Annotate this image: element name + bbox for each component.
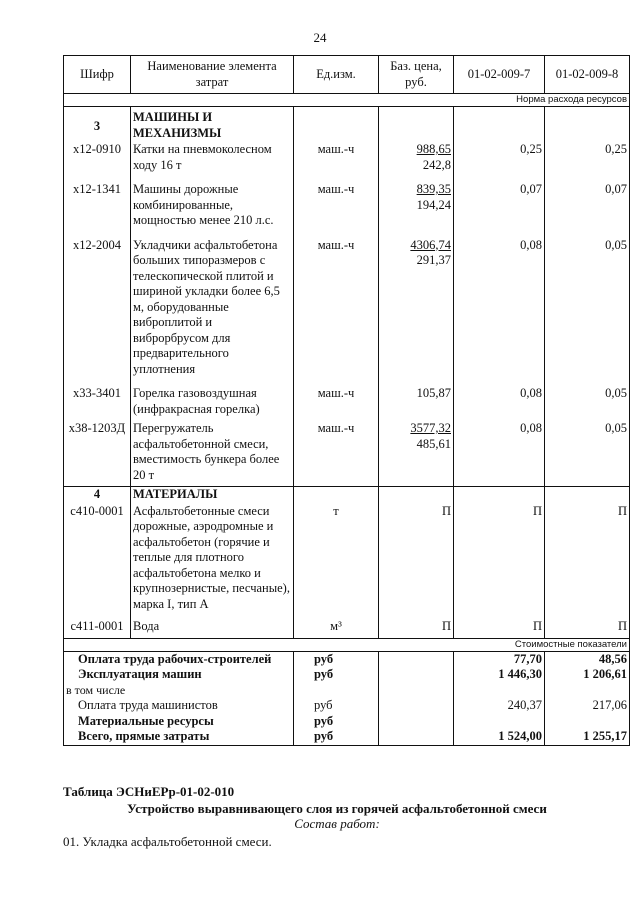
- row-code: х33-3401: [64, 380, 131, 420]
- totals-value-b: 1 255,17: [545, 729, 630, 745]
- totals-value-a: 1 524,00: [454, 729, 545, 745]
- row-price-sub: 291,37: [416, 253, 451, 267]
- table-row: [64, 176, 630, 232]
- row-unit: маш.-ч: [294, 176, 379, 232]
- row-price: П: [379, 503, 454, 616]
- totals-unit: руб: [294, 667, 379, 683]
- row-unit: маш.-ч: [294, 420, 379, 487]
- row-price: [379, 232, 454, 381]
- totals-value-a: 1 446,30: [454, 667, 545, 683]
- row-value-a: П: [454, 615, 545, 638]
- row-price-main: 3577,32: [410, 421, 451, 435]
- row-unit: м³: [294, 615, 379, 638]
- totals-label: Оплата труда рабочих-строителей: [64, 651, 294, 667]
- table-row: [64, 615, 630, 638]
- row-value-a: 0,08: [454, 232, 545, 381]
- resource-table-container: [63, 55, 627, 767]
- totals-value-a: 77,70: [454, 651, 545, 667]
- row-code: с411-0001: [64, 615, 131, 638]
- header-code: Шифр: [64, 56, 131, 94]
- row-value-b: 0,07: [545, 176, 630, 232]
- totals-value-a: [454, 714, 545, 730]
- section-row-materials: [64, 487, 630, 503]
- section-row-machines: [64, 107, 630, 142]
- resource-table: [63, 55, 630, 746]
- row-price-main: 839,35: [416, 182, 451, 196]
- table-row: [64, 503, 630, 616]
- row-name: Горелка газовоздушная (инфракрасная горелка): [131, 380, 294, 420]
- header-col-a: 01-02-009-7: [454, 56, 545, 94]
- section-code: 4: [64, 487, 131, 503]
- row-name: Перегружатель асфальтобетонной смеси, вместимость бункера более 20 т: [131, 420, 294, 487]
- totals-unit: руб: [294, 729, 379, 745]
- row-name: Катки на пневмоколесном ходу 16 т: [131, 141, 294, 176]
- totals-unit: руб: [294, 698, 379, 714]
- row-price-sub: 485,61: [416, 436, 451, 451]
- totals-value-b: [545, 683, 630, 699]
- row-code: х12-2004: [64, 232, 131, 381]
- row-value-b: 0,25: [545, 141, 630, 176]
- table-row: [64, 380, 630, 420]
- row-value-b: 0,05: [545, 420, 630, 487]
- totals-row: [64, 698, 630, 714]
- row-value-a: 0,07: [454, 176, 545, 232]
- totals-unit: руб: [294, 651, 379, 667]
- row-price: [379, 141, 454, 176]
- row-code: х38-1203Д: [64, 420, 131, 487]
- works-label: Состав работ:: [294, 816, 380, 831]
- norm-label-row: [64, 94, 630, 107]
- totals-value-a: [454, 683, 545, 699]
- next-table-title: Таблица ЭСНиЕРр-01-02-010: [63, 784, 235, 799]
- row-value-a: 0,08: [454, 380, 545, 420]
- row-code: х12-0910: [64, 141, 131, 176]
- row-code: с410-0001: [64, 503, 131, 616]
- totals-value-a: 240,37: [454, 698, 545, 714]
- row-price-sub: 194,24: [416, 197, 451, 212]
- row-unit: маш.-ч: [294, 380, 379, 420]
- totals-row: [64, 714, 630, 730]
- row-price-main: 988,65: [416, 142, 451, 156]
- works-item: 01. Укладка асфальтобетонной смеси.: [63, 834, 272, 849]
- cost-label-row: [64, 638, 630, 651]
- row-unit: маш.-ч: [294, 141, 379, 176]
- row-value-a: 0,25: [454, 141, 545, 176]
- row-unit: маш.-ч: [294, 232, 379, 381]
- header-name: Наименование элемента затрат: [131, 56, 294, 94]
- row-value-a: П: [454, 503, 545, 616]
- totals-value-b: 217,06: [545, 698, 630, 714]
- section-title: МАШИНЫ И МЕХАНИЗМЫ: [131, 107, 294, 142]
- section-code: 3: [64, 107, 131, 142]
- totals-unit: [294, 683, 379, 699]
- totals-value-b: 1 206,61: [545, 667, 630, 683]
- row-price-sub: 242,8: [422, 157, 451, 172]
- row-value-b: П: [545, 615, 630, 638]
- row-name: Машины дорожные комбинированные, мощностью менее 210 л.с.: [131, 176, 294, 232]
- row-code: х12-1341: [64, 176, 131, 232]
- table-row: [64, 420, 630, 487]
- row-price: [379, 420, 454, 487]
- totals-row: [64, 729, 630, 745]
- header-col-b: 01-02-009-8: [545, 56, 630, 94]
- table-header-row: [64, 56, 630, 94]
- totals-row: [64, 683, 630, 699]
- totals-value-b: 48,56: [545, 651, 630, 667]
- row-value-a: 0,08: [454, 420, 545, 487]
- section-title: МАТЕРИАЛЫ: [131, 487, 294, 503]
- row-price: 105,87: [379, 380, 454, 420]
- row-price-main: 4306,74: [410, 237, 451, 252]
- row-value-b: 0,05: [545, 232, 630, 381]
- totals-label: Материальные ресурсы: [64, 714, 294, 730]
- totals-row: [64, 651, 630, 667]
- row-unit: т: [294, 503, 379, 616]
- row-value-b: 0,05: [545, 380, 630, 420]
- row-name: Асфальтобетонные смеси дорожные, аэродромные и асфальтобетон (горячие и теплые для плотного асфальтобетона мелко и крупнозернистые, песчаные), марка I, тип А: [131, 503, 294, 616]
- page-number: 24: [313, 30, 327, 45]
- header-price: Баз. цена, руб.: [379, 56, 454, 94]
- row-name: Укладчики асфальтобетона больших типоразмеров с телескопической плитой и шириной укладки более 6,5 м, оборудованные виброплитой и виброрбрусом для предварительного уплотнения: [131, 232, 294, 381]
- cost-label: Стоимостные показатели: [64, 638, 630, 651]
- totals-row: [64, 667, 630, 683]
- next-table-subtitle: Устройство выравнивающего слоя из горячей асфальтобетонной смеси: [127, 801, 547, 816]
- row-value-b: П: [545, 503, 630, 616]
- table-row: [64, 232, 630, 381]
- row-price: [379, 176, 454, 232]
- totals-value-b: [545, 714, 630, 730]
- totals-label: Эксплуатация машин: [64, 667, 294, 683]
- totals-label: Оплата труда машинистов: [64, 698, 294, 714]
- totals-unit: руб: [294, 714, 379, 730]
- table-row: [64, 141, 630, 176]
- norm-label: Норма расхода ресурсов: [64, 94, 630, 107]
- header-unit: Ед.изм.: [294, 56, 379, 94]
- totals-label: в том числе: [64, 683, 294, 699]
- row-name: Вода: [131, 615, 294, 638]
- row-price: П: [379, 615, 454, 638]
- totals-label: Всего, прямые затраты: [64, 729, 294, 745]
